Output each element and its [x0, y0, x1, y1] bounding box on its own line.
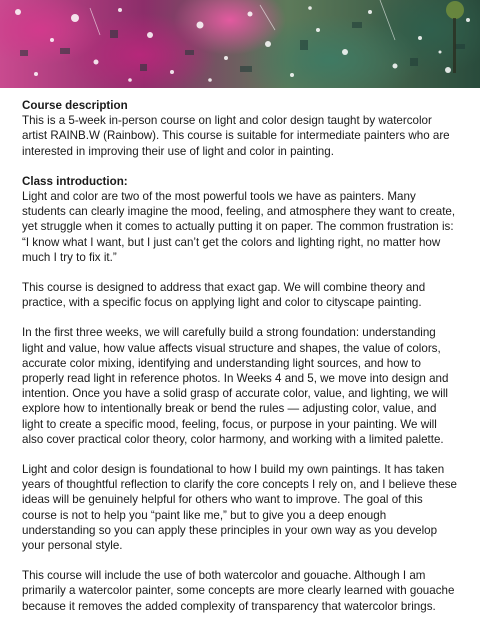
course-description-section	[22, 98, 458, 159]
intro-paragraph-2: This course is designed to address that exact gap. We will combine theory and practice, with a specific focus on applying light and color to cityscape painting.	[22, 281, 426, 310]
course-description-heading: Course description	[22, 99, 128, 112]
class-introduction-section	[22, 174, 458, 265]
course-description-body: This is a 5-week in-person course on light and color design taught by watercolor artist RAINB.W (Rainbow). This course is suitable for intermediate painters who are interested in improving their use of light and color in painting.	[22, 114, 450, 158]
course-content	[0, 88, 480, 614]
intro-paragraph-3: In the first three weeks, we will carefully build a strong foundation: understanding light and value, how value affects visual structure and shapes, the value of colors, accurate color mixing, identifying and understanding light sources, and how to properly read light in reference photos. In Weeks 4 and 5, we move into design and intention. Once you have a solid grasp of accurate color, value, and lighting, we will explore how to intentionally break or bend the rules — adjusting color, value, and light to create a specific mood, feeling, focus, or purpose in your painting. We will also cover practical color theory, color harmony, and working with a limited palette.	[22, 326, 449, 446]
intro-paragraph-4: Light and color design is foundational to how I build my own paintings. It has taken years of thoughtful reflection to clarify the core concepts I rely on, and I believe these ideas will be genuinely helpful for others who want to improve. The goal of this course is not to help you “paint like me,” but to give you a deep enough understanding so you can apply these principles in your own way as you develop your personal style.	[22, 463, 458, 553]
class-introduction-heading: Class introduction:	[22, 174, 128, 188]
intro-paragraph-5: This course will include the use of both watercolor and gouache. Although I am primarily a watercolor painter, some concepts are more clearly learned with gouache because it removes the added complexity of transparency that watercolor brings.	[22, 569, 455, 613]
banner-painting	[0, 0, 480, 88]
intro-paragraph-1: Light and color are two of the most powerful tools we have as painters. Many students can clearly imagine the mood, feeling, and atmosphere they want to create, yet struggle when it comes to actually putting it on paper. The common frustration is: “I know what I want, but I just can’t get the colors and lighting right, no matter how much I try to fix it.”	[22, 190, 456, 264]
watercolor-splatter	[0, 0, 480, 88]
